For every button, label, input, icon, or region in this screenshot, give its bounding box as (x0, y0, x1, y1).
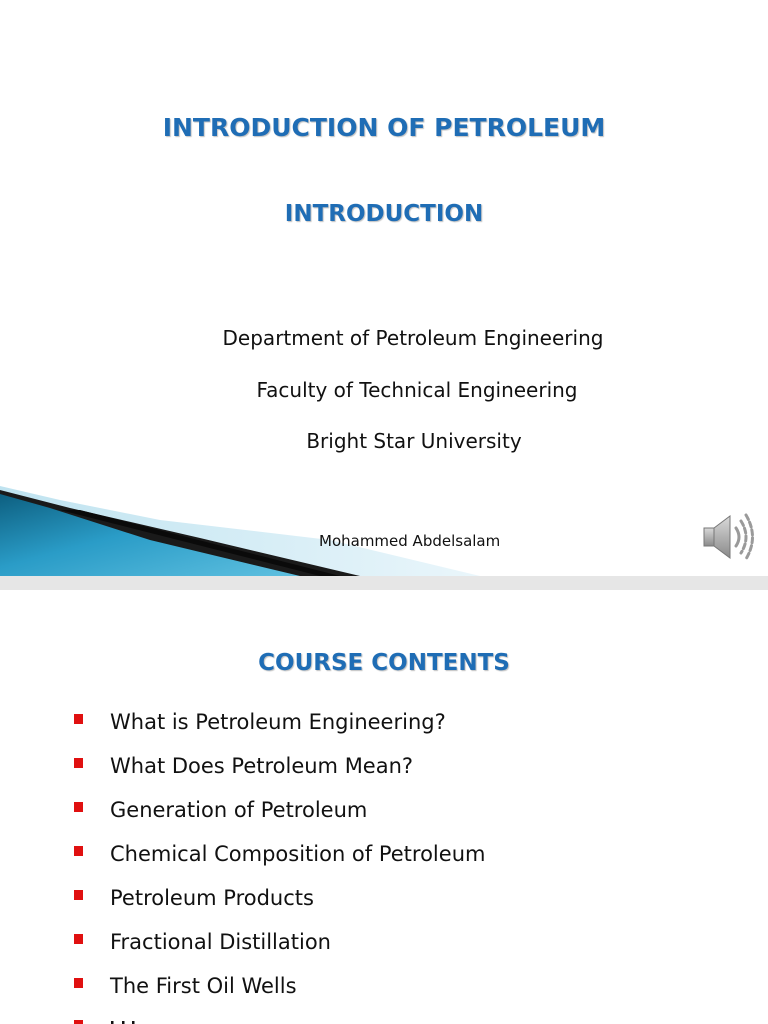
bullet-marker (74, 802, 83, 812)
bullet-marker (74, 890, 83, 900)
list-item (0, 880, 485, 924)
bullet-marker (74, 758, 83, 768)
university-line: Bright Star University (306, 429, 522, 453)
faculty-line: Faculty of Technical Engineering (256, 378, 578, 402)
department-line: Department of Petroleum Engineering (222, 326, 604, 350)
list-item-text: Generation of Petroleum (110, 798, 368, 822)
bullet-marker (74, 934, 83, 944)
list-item (0, 748, 485, 792)
bullet-marker (74, 714, 83, 724)
list-item-text: The First Oil Wells (110, 974, 297, 998)
list-item (0, 704, 485, 748)
list-item-text: Fractional Distillation (110, 930, 331, 954)
list-item (0, 836, 485, 880)
list-item (0, 924, 485, 968)
decorative-swoosh (0, 480, 480, 576)
list-item-text: Petroleum Products (110, 886, 314, 910)
list-item-text: What Does Petroleum Mean? (110, 754, 414, 778)
slide-title: INTRODUCTION OF PETROLEUM (162, 113, 606, 142)
list-item-text: What is Petroleum Engineering? (110, 710, 446, 734)
cut-off-text-fragment (110, 1015, 150, 1024)
slide-title: COURSE CONTENTS (258, 650, 510, 676)
list-item-text: Chemical Composition of Petroleum (110, 842, 486, 866)
contents-list (0, 704, 485, 1012)
author-name: Mohammed Abdelsalam (319, 532, 501, 550)
slide-divider (0, 576, 768, 590)
bullet-marker (74, 1020, 83, 1024)
bullet-marker (74, 978, 83, 988)
slide-subtitle: INTRODUCTION (284, 201, 484, 227)
bullet-marker (74, 846, 83, 856)
speaker-icon[interactable] (700, 510, 758, 564)
list-item (0, 968, 485, 1012)
contents-slide (0, 590, 768, 1024)
list-item (0, 792, 485, 836)
